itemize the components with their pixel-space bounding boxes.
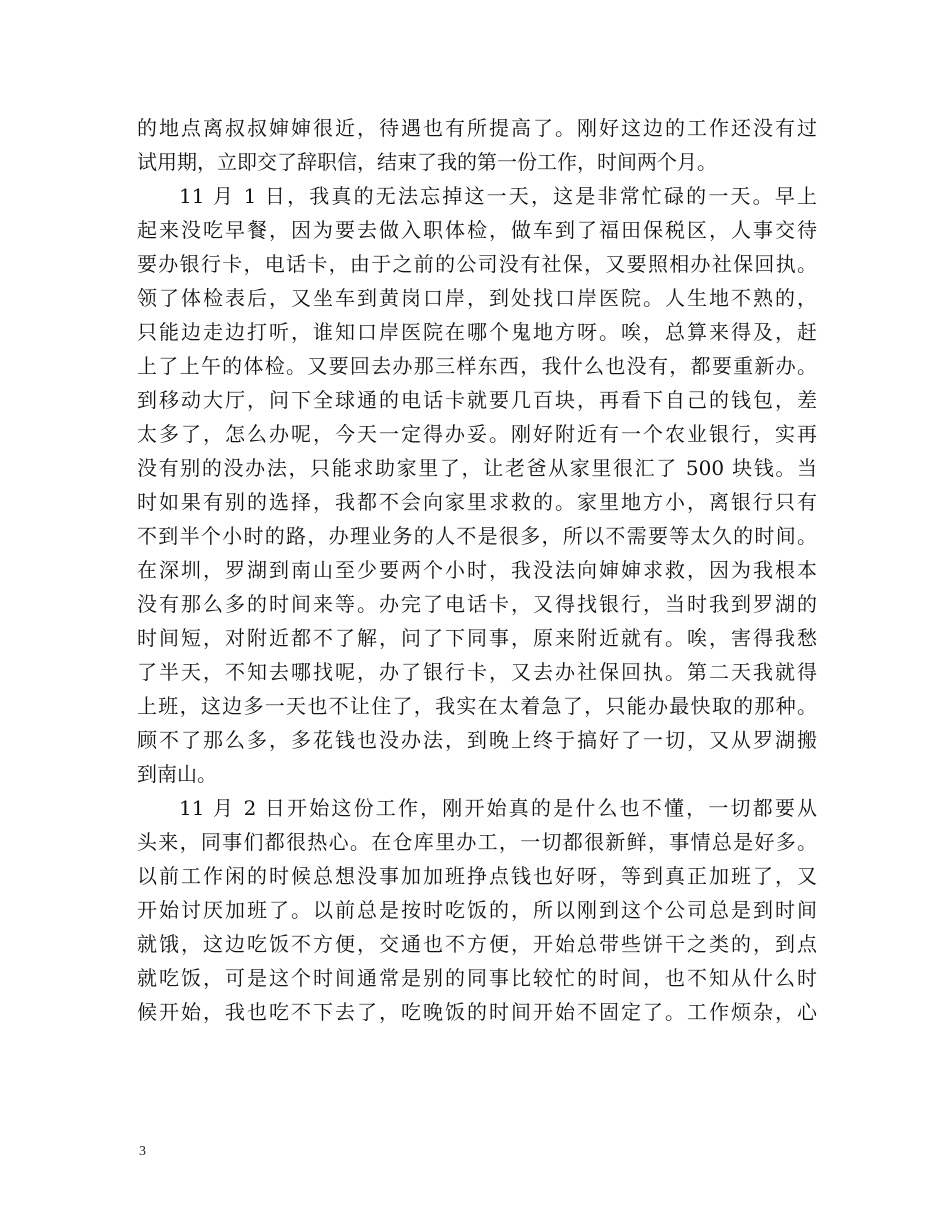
- text-line: 上了上午的体检。又要回去办那三样东西，我什么也没有，都要重新办。: [137, 354, 817, 378]
- text-line: 时如果有别的选择，我都不会向家里求救的。家里地方小，离银行只有: [137, 490, 817, 514]
- text-line: 的地点离叔叔婶婶很近，待遇也有所提高了。刚好这边的工作还没有过: [137, 116, 817, 140]
- text-line: 开始讨厌加班了。以前总是按时吃饭的，所以刚到这个公司总是到时间: [137, 898, 817, 922]
- text-line: 起来没吃早餐，因为要去做入职体检，做车到了福田保税区，人事交待: [137, 218, 817, 242]
- text-line: 到移动大厅，问下全球通的电话卡就要几百块，再看下自己的钱包，差: [137, 388, 817, 412]
- text-line: 顾不了那么多，多花钱也没办法，到晚上终于搞好了一切，又从罗湖搬: [137, 728, 817, 752]
- text-line: 要办银行卡，电话卡，由于之前的公司没有社保，又要照相办社保回执。: [137, 252, 817, 276]
- text-line: 试用期，立即交了辞职信，结束了我的第一份工作，时间两个月。: [137, 150, 717, 174]
- text-line: 没有别的没办法，只能求助家里了，让老爸从家里很汇了 500 块钱。当: [137, 456, 817, 480]
- text-line: 领了体检表后，又坐车到黄岗口岸，到处找口岸医院。人生地不熟的，: [137, 286, 817, 310]
- text-line: 了半天，不知去哪找呢，办了银行卡，又去办社保回执。第二天我就得: [137, 660, 817, 684]
- text-line: 就饿，这边吃饭不方便，交通也不方便，开始总带些饼干之类的，到点: [137, 932, 817, 956]
- text-line: 候开始，我也吃不下去了，吃晚饭的时间开始不固定了。工作烦杂，心: [137, 1000, 817, 1024]
- text-line: 只能边走边打听，谁知口岸医院在哪个鬼地方呀。唉，总算来得及，赶: [137, 320, 817, 344]
- text-line: 上班，这边多一天也不让住了，我实在太着急了，只能办最快取的那种。: [137, 694, 817, 718]
- text-line: 头来，同事们都很热心。在仓库里办工，一切都很新鲜，事情总是好多。: [137, 830, 817, 854]
- text-line: 11 月 2 日开始这份工作，刚开始真的是什么也不懂，一切都要从: [179, 796, 817, 820]
- text-line: 不到半个小时的路，办理业务的人不是很多，所以不需要等太久的时间。: [137, 524, 817, 548]
- text-line: 太多了，怎么办呢，今天一定得办妥。刚好附近有一个农业银行，实再: [137, 422, 817, 446]
- text-line: 在深圳，罗湖到南山至少要两个小时，我没法向婶婶求救，因为我根本: [137, 558, 817, 582]
- body-text: [137, 111, 817, 1029]
- text-line: 11 月 1 日，我真的无法忘掉这一天，这是非常忙碌的一天。早上: [179, 184, 817, 208]
- page-number: 3: [139, 1144, 146, 1159]
- text-line: 到南山。: [137, 762, 217, 786]
- text-line: 以前工作闲的时候总想没事加加班挣点钱也好呀，等到真正加班了，又: [137, 864, 817, 888]
- text-line: 没有那么多的时间来等。办完了电话卡，又得找银行，当时我到罗湖的: [137, 592, 817, 616]
- text-line: 时间短，对附近都不了解，问了下同事，原来附近就有。唉，害得我愁: [137, 626, 817, 650]
- text-line: 就吃饭，可是这个时间通常是别的同事比较忙的时间，也不知从什么时: [137, 966, 817, 990]
